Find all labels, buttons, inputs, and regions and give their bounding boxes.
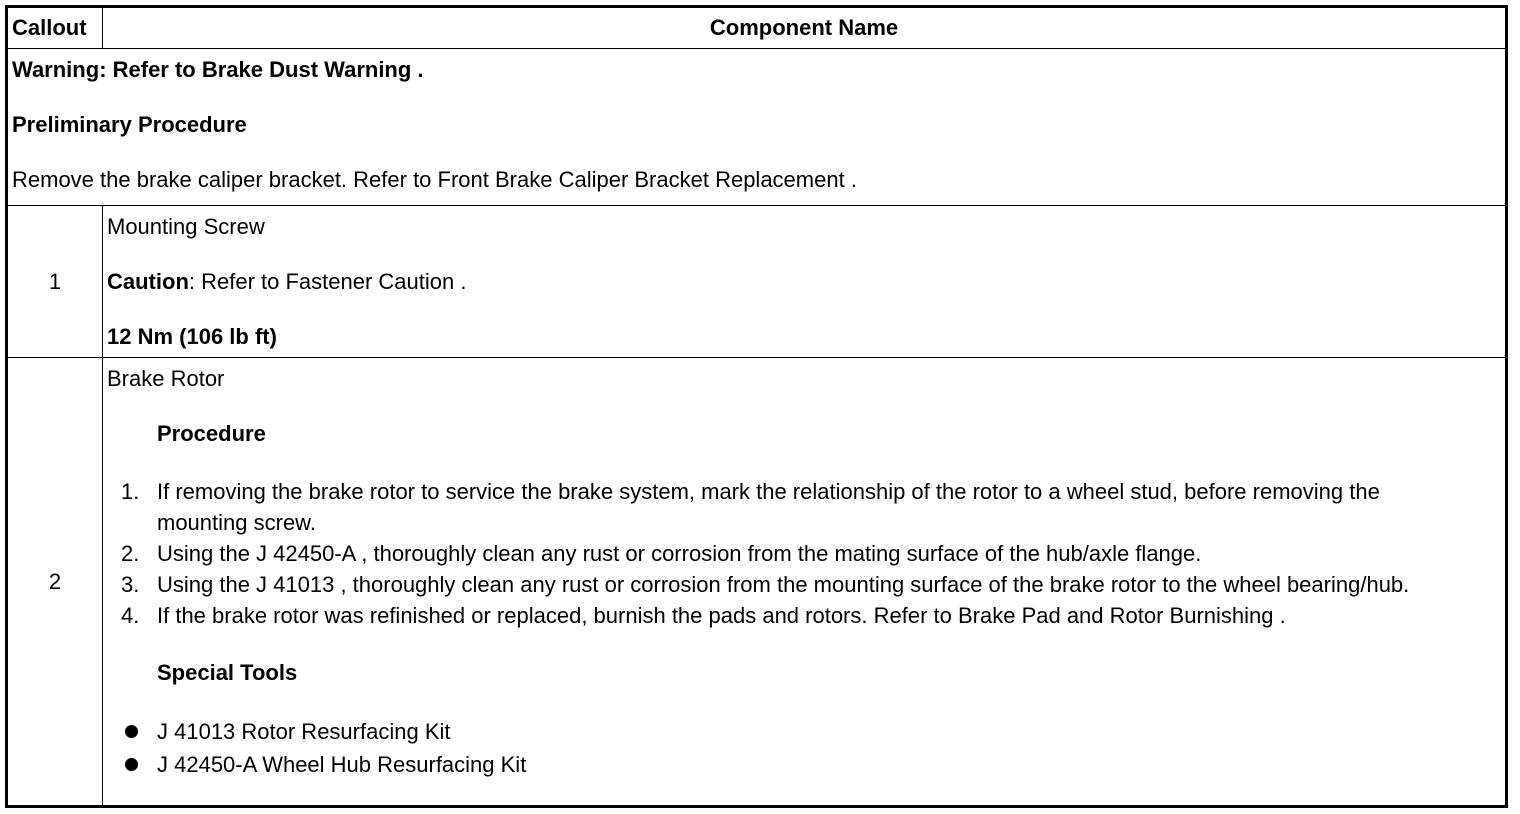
warning-line xyxy=(12,57,1501,83)
special-tools-list xyxy=(107,715,1501,781)
torque-spec: 12 Nm (106 lb ft) xyxy=(107,324,277,350)
preliminary-heading: Preliminary Procedure xyxy=(12,112,247,137)
caution-label: Caution xyxy=(107,269,189,295)
table-row xyxy=(7,358,1507,807)
preliminary-cell xyxy=(7,49,1507,206)
procedure-step: 2. Using the J 42450-A , thoroughly clean any rust or corrosion from the mating surface of the hub/axle flange. xyxy=(121,541,1202,567)
procedure-steps xyxy=(107,476,1501,631)
warning-text: : Refer to Brake Dust Warning . xyxy=(99,57,424,82)
component-table xyxy=(5,5,1508,808)
special-tools-heading: Special Tools xyxy=(157,660,298,686)
callout-number: 1 xyxy=(7,206,103,358)
component-cell xyxy=(103,206,1507,358)
warning-label: Warning xyxy=(12,57,100,82)
bullet-icon xyxy=(125,758,138,771)
component-name: Mounting Screw xyxy=(107,214,265,240)
procedure-step: 4. If the brake rotor was refinished or replaced, burnish the pads and rotors. Refer to Brake Pad and Rotor Burnishing . xyxy=(121,603,1286,629)
callout-number: 2 xyxy=(7,358,103,807)
list-item: J 41013 Rotor Resurfacing Kit xyxy=(157,715,1501,748)
table-row xyxy=(7,206,1507,358)
caution-line xyxy=(107,269,1501,295)
bullet-icon xyxy=(125,725,138,738)
preliminary-instruction: Remove the brake caliper bracket. Refer to Front Brake Caliper Bracket Replacement . xyxy=(12,167,857,192)
header-row xyxy=(7,7,1507,49)
component-name: Brake Rotor xyxy=(107,366,225,392)
component-name-column-header: Component Name xyxy=(103,7,1507,49)
preliminary-row xyxy=(7,49,1507,206)
callout-column-header: Callout xyxy=(7,7,103,49)
procedure-heading: Procedure xyxy=(157,421,266,447)
procedure-step: 1. If removing the brake rotor to service the brake system, mark the relationship of the rotor to a wheel stud, before removing the mounting screw. xyxy=(121,479,1380,536)
list-item: J 42450-A Wheel Hub Resurfacing Kit xyxy=(157,748,1501,781)
procedure-step: 3. Using the J 41013 , thoroughly clean any rust or corrosion from the mounting surface of the brake rotor to the wheel bearing/hub. xyxy=(121,572,1410,598)
component-cell xyxy=(103,358,1507,807)
caution-text: : Refer to Fastener Caution . xyxy=(188,269,467,295)
